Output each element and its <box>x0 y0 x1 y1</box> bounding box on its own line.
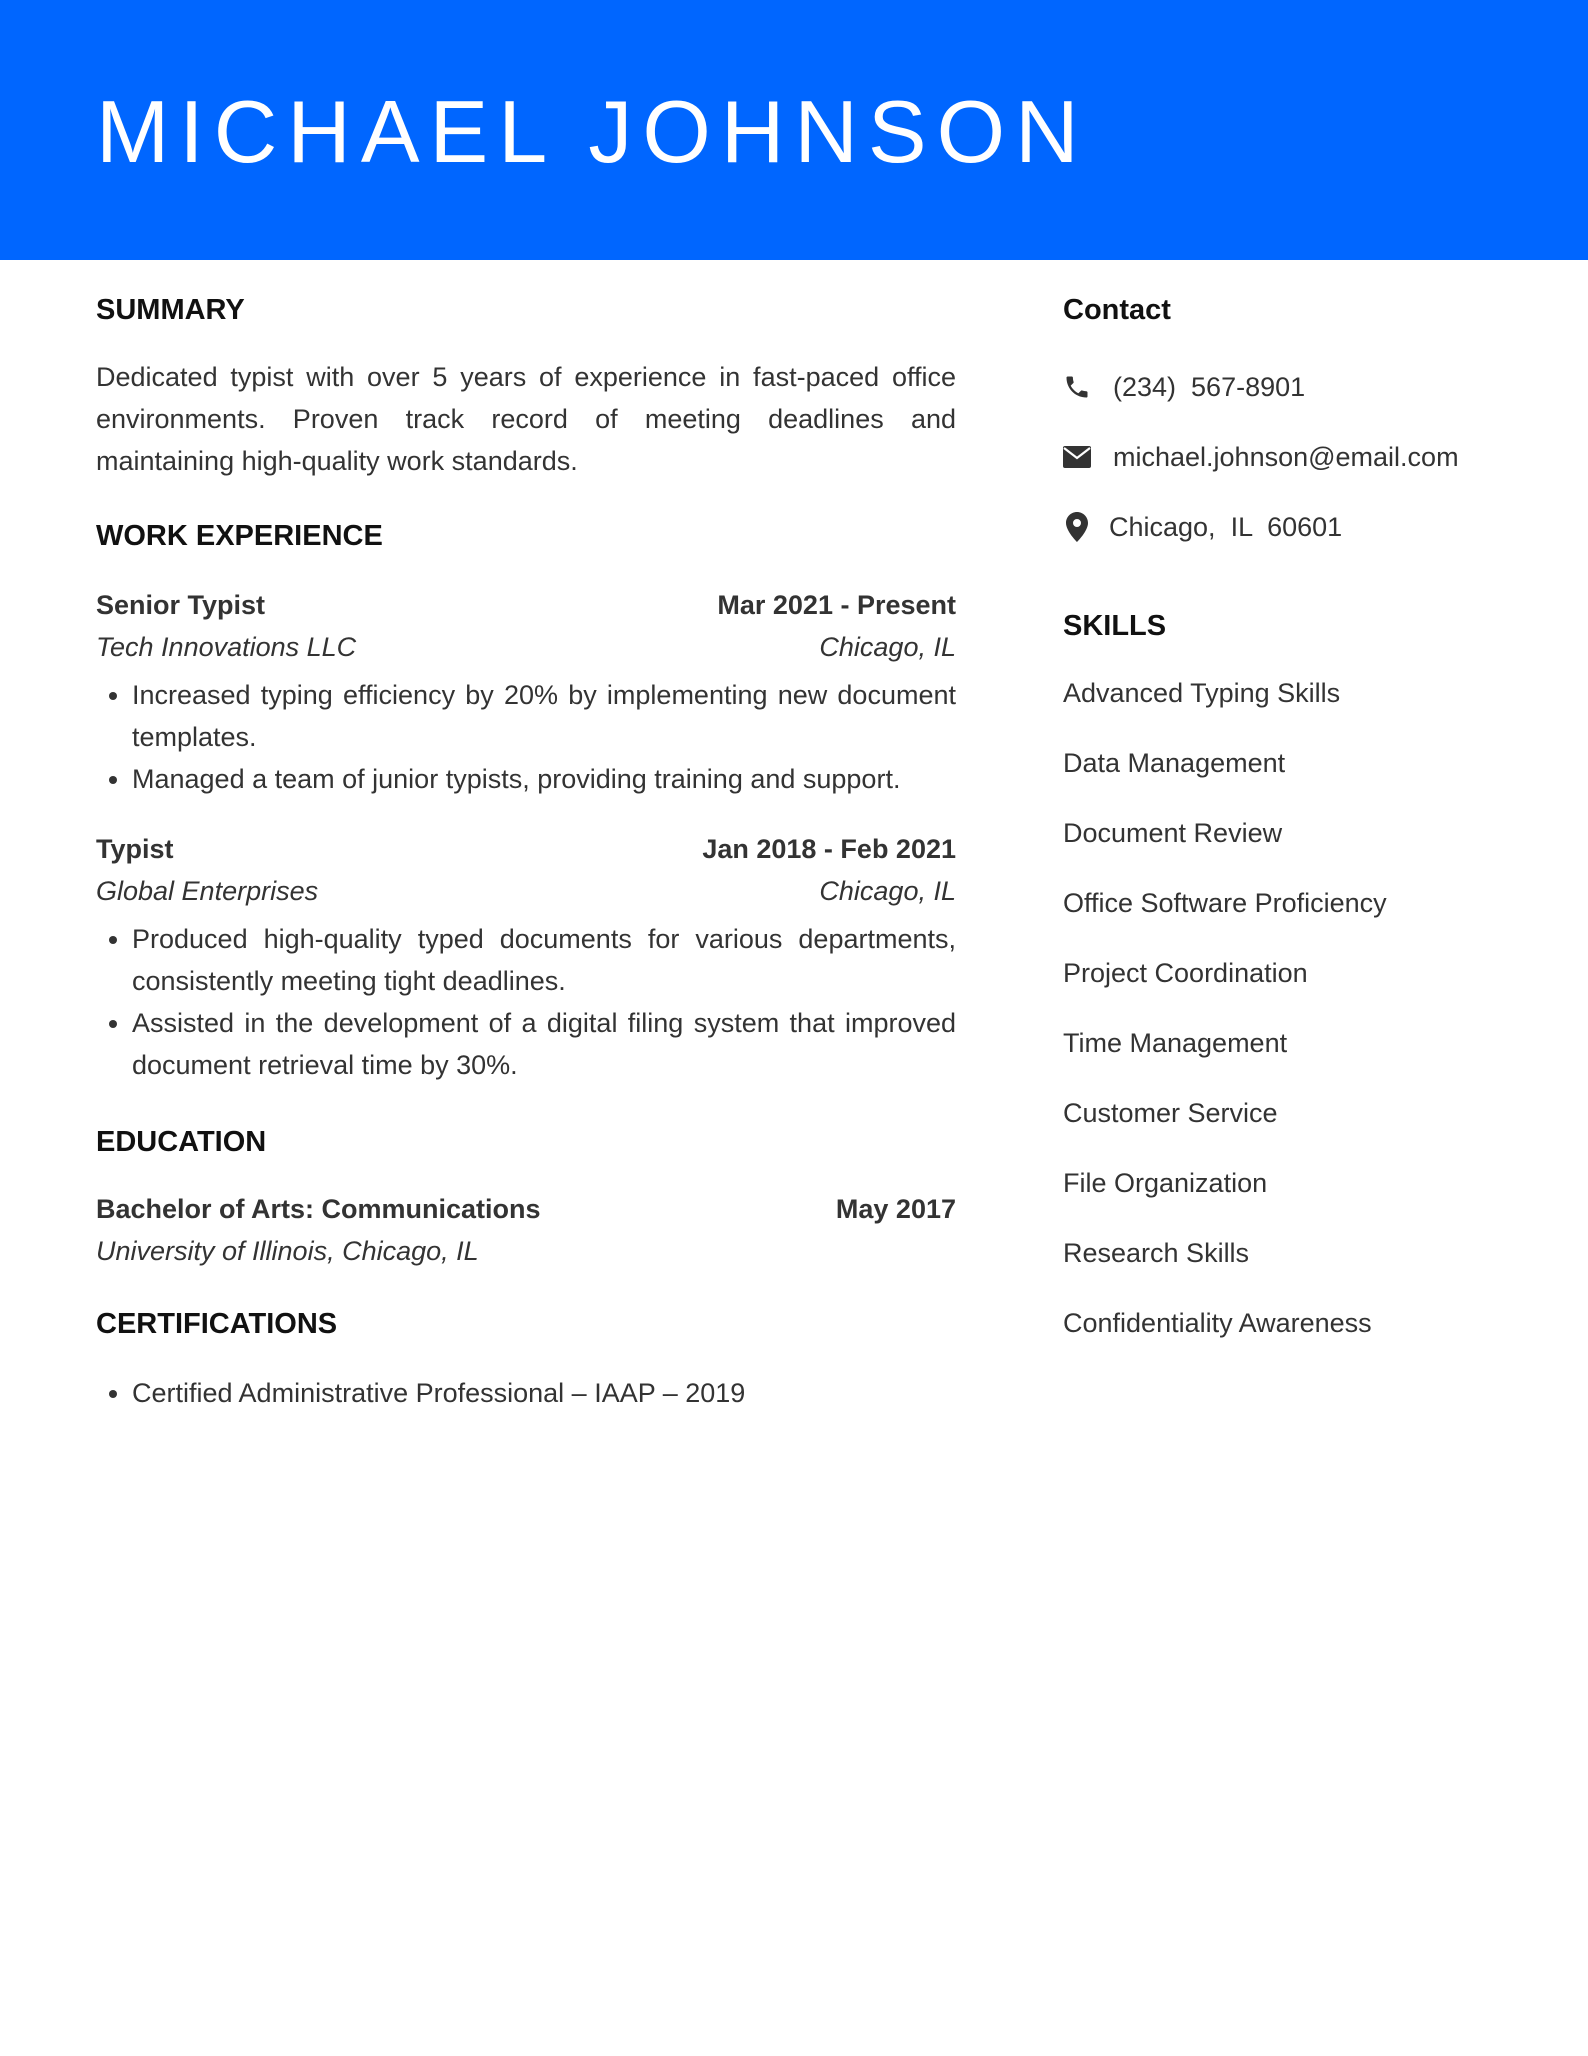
job-dates: Jan 2018 - Feb 2021 <box>702 834 956 864</box>
skill-item: Confidentiality Awareness <box>1063 1308 1372 1338</box>
skill-item: Project Coordination <box>1063 958 1308 988</box>
skill-item: Data Management <box>1063 748 1286 778</box>
job-role: Typist <box>96 834 174 864</box>
education-entry <box>96 1188 956 1272</box>
phone-icon <box>1063 372 1091 402</box>
job-bullets <box>96 674 956 800</box>
contact-phone <box>1063 352 1523 422</box>
certifications-list <box>96 1372 956 1414</box>
header-banner <box>0 0 1588 260</box>
contact-email <box>1063 422 1523 492</box>
email-address: michael.johnson@email.com <box>1113 442 1459 472</box>
email-icon <box>1063 442 1091 472</box>
contact-location <box>1063 492 1523 562</box>
job-location: Chicago, IL <box>819 876 956 906</box>
job-dates: Mar 2021 - Present <box>717 590 956 620</box>
certifications-heading: CERTIFICATIONS <box>96 1308 338 1340</box>
candidate-name: MICHAEL JOHNSON <box>96 82 1089 181</box>
job-bullet: • Produced high-quality typed documents for various departments, consistently meeting tight deadlines. <box>132 918 956 1002</box>
summary-heading: SUMMARY <box>96 294 245 326</box>
location-text: Chicago, IL 60601 <box>1109 512 1343 542</box>
job-company: Tech Innovations LLC <box>96 632 357 662</box>
certification-item: • Certified Administrative Professional – IAAP – 2019 <box>132 1372 956 1414</box>
job-bullets <box>96 918 956 1086</box>
school: University of Illinois, Chicago, IL <box>96 1236 479 1266</box>
phone-number: (234) 567-8901 <box>1113 372 1306 402</box>
job-role: Senior Typist <box>96 590 266 620</box>
job-company: Global Enterprises <box>96 876 319 906</box>
work-experience-heading: WORK EXPERIENCE <box>96 520 383 552</box>
education-date: May 2017 <box>835 1194 956 1224</box>
job-location: Chicago, IL <box>819 632 956 662</box>
job-bullet: • Increased typing efficiency by 20% by implementing new document templates. <box>132 674 956 758</box>
job-entry <box>96 584 956 800</box>
summary-text: Dedicated typist with over 5 years of experience in fast-paced office environments. Proven track record of meeting deadlines and maintaining high-quality work standards. <box>96 362 956 476</box>
degree: Bachelor of Arts: Communications <box>96 1194 541 1224</box>
skill-item: Customer Service <box>1063 1098 1278 1128</box>
main-column <box>96 290 956 1414</box>
job-entry <box>96 828 956 1086</box>
skill-item: Advanced Typing Skills <box>1063 678 1341 708</box>
skill-item: Document Review <box>1063 818 1283 848</box>
contact-list <box>1063 352 1523 562</box>
contact-heading: Contact <box>1063 294 1171 326</box>
skill-item: Time Management <box>1063 1028 1288 1058</box>
side-column <box>1063 290 1523 1358</box>
job-bullet: • Assisted in the development of a digital filing system that improved document retrieval time by 30%. <box>132 1002 956 1086</box>
skills-list <box>1063 658 1523 1358</box>
skills-heading: SKILLS <box>1063 610 1167 642</box>
education-heading: EDUCATION <box>96 1126 267 1158</box>
job-bullet: • Managed a team of junior typists, providing training and support. <box>132 758 956 800</box>
skill-item: Office Software Proficiency <box>1063 888 1387 918</box>
location-pin-icon <box>1063 512 1091 542</box>
skill-item: File Organization <box>1063 1168 1268 1198</box>
skill-item: Research Skills <box>1063 1238 1250 1268</box>
